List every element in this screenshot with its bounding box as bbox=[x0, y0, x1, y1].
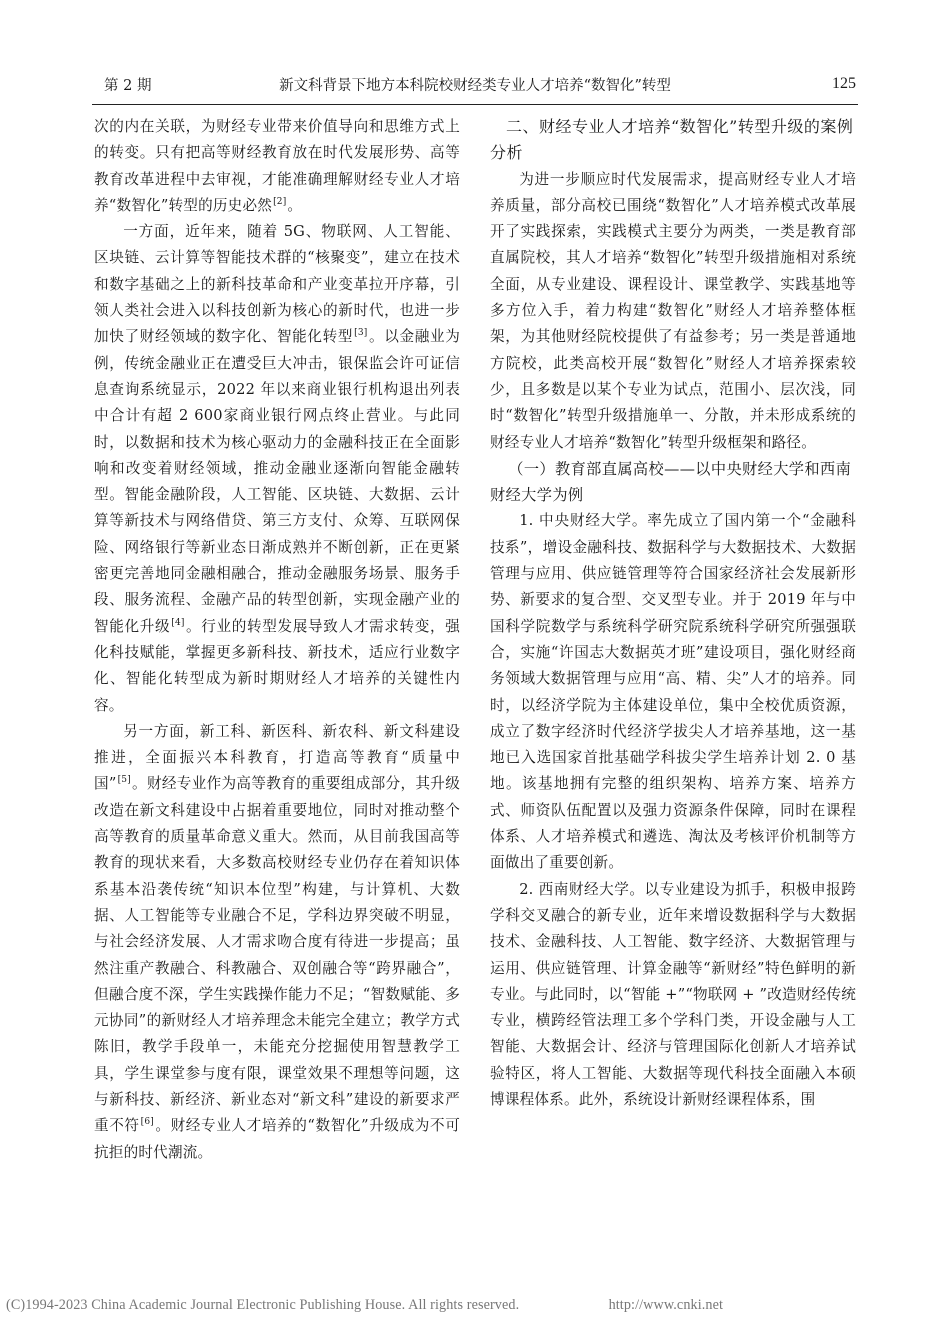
left-column bbox=[94, 114, 460, 1166]
citation-marker: [6] bbox=[140, 1117, 154, 1128]
text-run: 。以金融业为例，传统金融业正在遭受巨大冲击，银保监会许可证信息查询系统显示，2022 年以来商业银行机构退出列表中合计有超 2 600家商业银行网点终止营业。与此同时，以数据和技术为核心驱动力的金融科技正在全面影响和改变着财经领域，推动金融业逐渐向智能金融转型。智能金融阶段，人工智能、区块链、大数据、云计算等新技术与网络借贷、第三方支付、众筹、互联网保险、网络银行等新业态日渐成熟并不断创新，正在更紧密更完善地同金融相融合，推动金融服务场景、服务手段、服务流程、金融产品的转型创新，实现金融产业的智能化升级 bbox=[94, 328, 461, 635]
paragraph bbox=[490, 167, 856, 456]
text-run: 。财经专业作为高等教育的重要组成部分，其升级改造在新文科建设中占据着重要地位，同时对推动整个高等教育的质量革命意义重大。然而，从目前我国高等教育的现状来看，大多数高校财经专业仍存在着知识体系基本沿袭传统“知识本位型”构建，与计算机、大数据、人工智能等专业融合不足，学科边界突破不明显，与社会经济发展、人才需求吻合度有待进一步提高；虽然注重产教融合、科教融合、双创融合等“跨界融合”，但融合度不深，学生实践操作能力不足；“智数赋能、多元协同”的新财经人才培养理念未能完全建立；教学方式陈旧，教学手段单一，未能充分挖掘使用智慧教学工具，学生课堂参与度有限，课堂效果不理想等问题，这与新科技、新经济、新业态对“新文科”建设的新要求严重不符 bbox=[94, 775, 460, 1135]
cnki-url[interactable]: http://www.cnki.net bbox=[608, 1297, 724, 1313]
text-run: 1. 中央财经大学。率先成立了国内第一个“金融科技系”，增设金融科技、数据科学与大数据技术、大数据管理与应用、供应链管理等符合国家经济社会发展新形势、新要求的复合型、交叉型专业。并于 2019 年与中国科学院数学与系统科学研究院系统科学研究所强强联合，实施“许国志大数据英才班”建设项目，强化财经商务领域大数据管理与应用“高、精、尖”人才的培养。同时，以经济学院为主体建设单位，集中全校优质资源，成立了数字经济时代经济学拔尖人才培养基地，这一基地已入选国家首批基础学科拔尖学生培养计划 2. 0 基地。该基地拥有完整的组织架构、培养方案、培养方式、师资队伍配置以及强力资源条件保障，同时在课程体系、人才培养模式和遴选、淘汰及考核评价机制等方面做出了重要创新。 bbox=[490, 512, 856, 872]
paragraph bbox=[490, 508, 856, 876]
paragraph bbox=[490, 877, 856, 1114]
copyright-footer bbox=[6, 1297, 946, 1314]
paragraph bbox=[94, 719, 460, 1166]
citation-marker: [5] bbox=[117, 775, 131, 786]
page-number: 125 bbox=[832, 75, 856, 92]
text-run: 。 bbox=[287, 196, 303, 214]
paragraph bbox=[94, 219, 460, 719]
text-run: （一）教育部直属高校——以中央财经大学和西南财经大学为例 bbox=[490, 459, 852, 505]
citation-marker: [2] bbox=[273, 196, 287, 207]
text-run: 为进一步顺应时代发展需求，提高财经专业人才培养质量，部分高校已围绕“数智化”人才培养模式改革展开了实践探索，实践模式主要分为两类，一类是教育部直属院校，其人才培养“数智化”转型升级措施相对系统全面，从专业建设、课程设计、课堂教学、实践基地等多方位入手，着力构建“数智化”财经人才培养整体框架，为其他财经院校提供了有益参考；另一类是普通地方院校，此类高校开展“数智化”财经人才培养探索较少，且多数是以某个专业为试点，范围小、层次浅，同时“数智化”转型升级措施单一、分散，并未形成系统的财经专业人才培养“数智化”转型升级框架和路径。 bbox=[490, 170, 856, 451]
text-run: 另一方面，新工科、新医科、新农科、新文科建设推进，全面振兴本科教育，打造高等教育“质量中国” bbox=[94, 722, 460, 793]
right-column bbox=[490, 114, 856, 1113]
text-run: 一方面，近年来，随着 5G、物联网、人工智能、区块链、云计算等智能技术群的“核聚变”，建立在技术和数字基础之上的新科技革命和产业变革拉开序幕，引领人类社会进入以科技创新为核心的新时代，也进一步加快了财经领域的数字化、智能化转型 bbox=[94, 223, 460, 346]
citation-marker: [3] bbox=[354, 328, 368, 339]
section-heading bbox=[490, 114, 856, 167]
running-title: 新文科背景下地方本科院校财经类专业人才培养“数智化”转型 bbox=[279, 78, 671, 94]
subsection-heading bbox=[490, 456, 856, 509]
header-rule bbox=[92, 104, 858, 105]
text-run: 2. 西南财经大学。以专业建设为抓手，积极申报跨学科交叉融合的新专业，近年来增设数据科学与大数据技术、金融科技、人工智能、数字经济、大数据管理与运用、供应链管理、计算金融等“新财经”特色鲜明的新专业。与此同时，以“智能 +”“物联网 + ”改造财经传统专业，横跨经管法理工多个学科门类，开设金融与人工智能、大数据会计、经济与管理国际化创新人才培养试验特区，将人工智能、大数据等现代科技全面融入本硕博课程体系。此外，系统设计新财经课程体系，围 bbox=[490, 880, 856, 1108]
text-run: 。财经专业人才培养的“数智化”升级成为不可抗拒的时代潮流。 bbox=[94, 1117, 461, 1161]
text-run: 次的内在关联，为财经专业带来价值导向和思维方式上的转变。只有把高等财经教育放在时代发展形势、高等教育改革进程中去审视，才能准确理解财经专业人才培养“数智化”转型的历史必然 bbox=[94, 118, 460, 214]
copyright-text: (C)1994-2023 China Academic Journal Electronic Publishing House. All rights reserved. bbox=[6, 1297, 520, 1313]
citation-marker: [4] bbox=[171, 617, 185, 628]
text-run: 二、财经专业人才培养“数智化”转型升级的案例分析 bbox=[490, 117, 854, 163]
text-run: 。行业的转型发展导致人才需求转变，强化科技赋能，掌握更多新科技、新技术，适应行业数字化、智能化转型成为新时期财经人才培养的关键性内容。 bbox=[94, 617, 460, 714]
issue-number: 第 2 期 bbox=[104, 78, 152, 94]
paragraph bbox=[94, 114, 460, 219]
running-header bbox=[92, 76, 858, 102]
